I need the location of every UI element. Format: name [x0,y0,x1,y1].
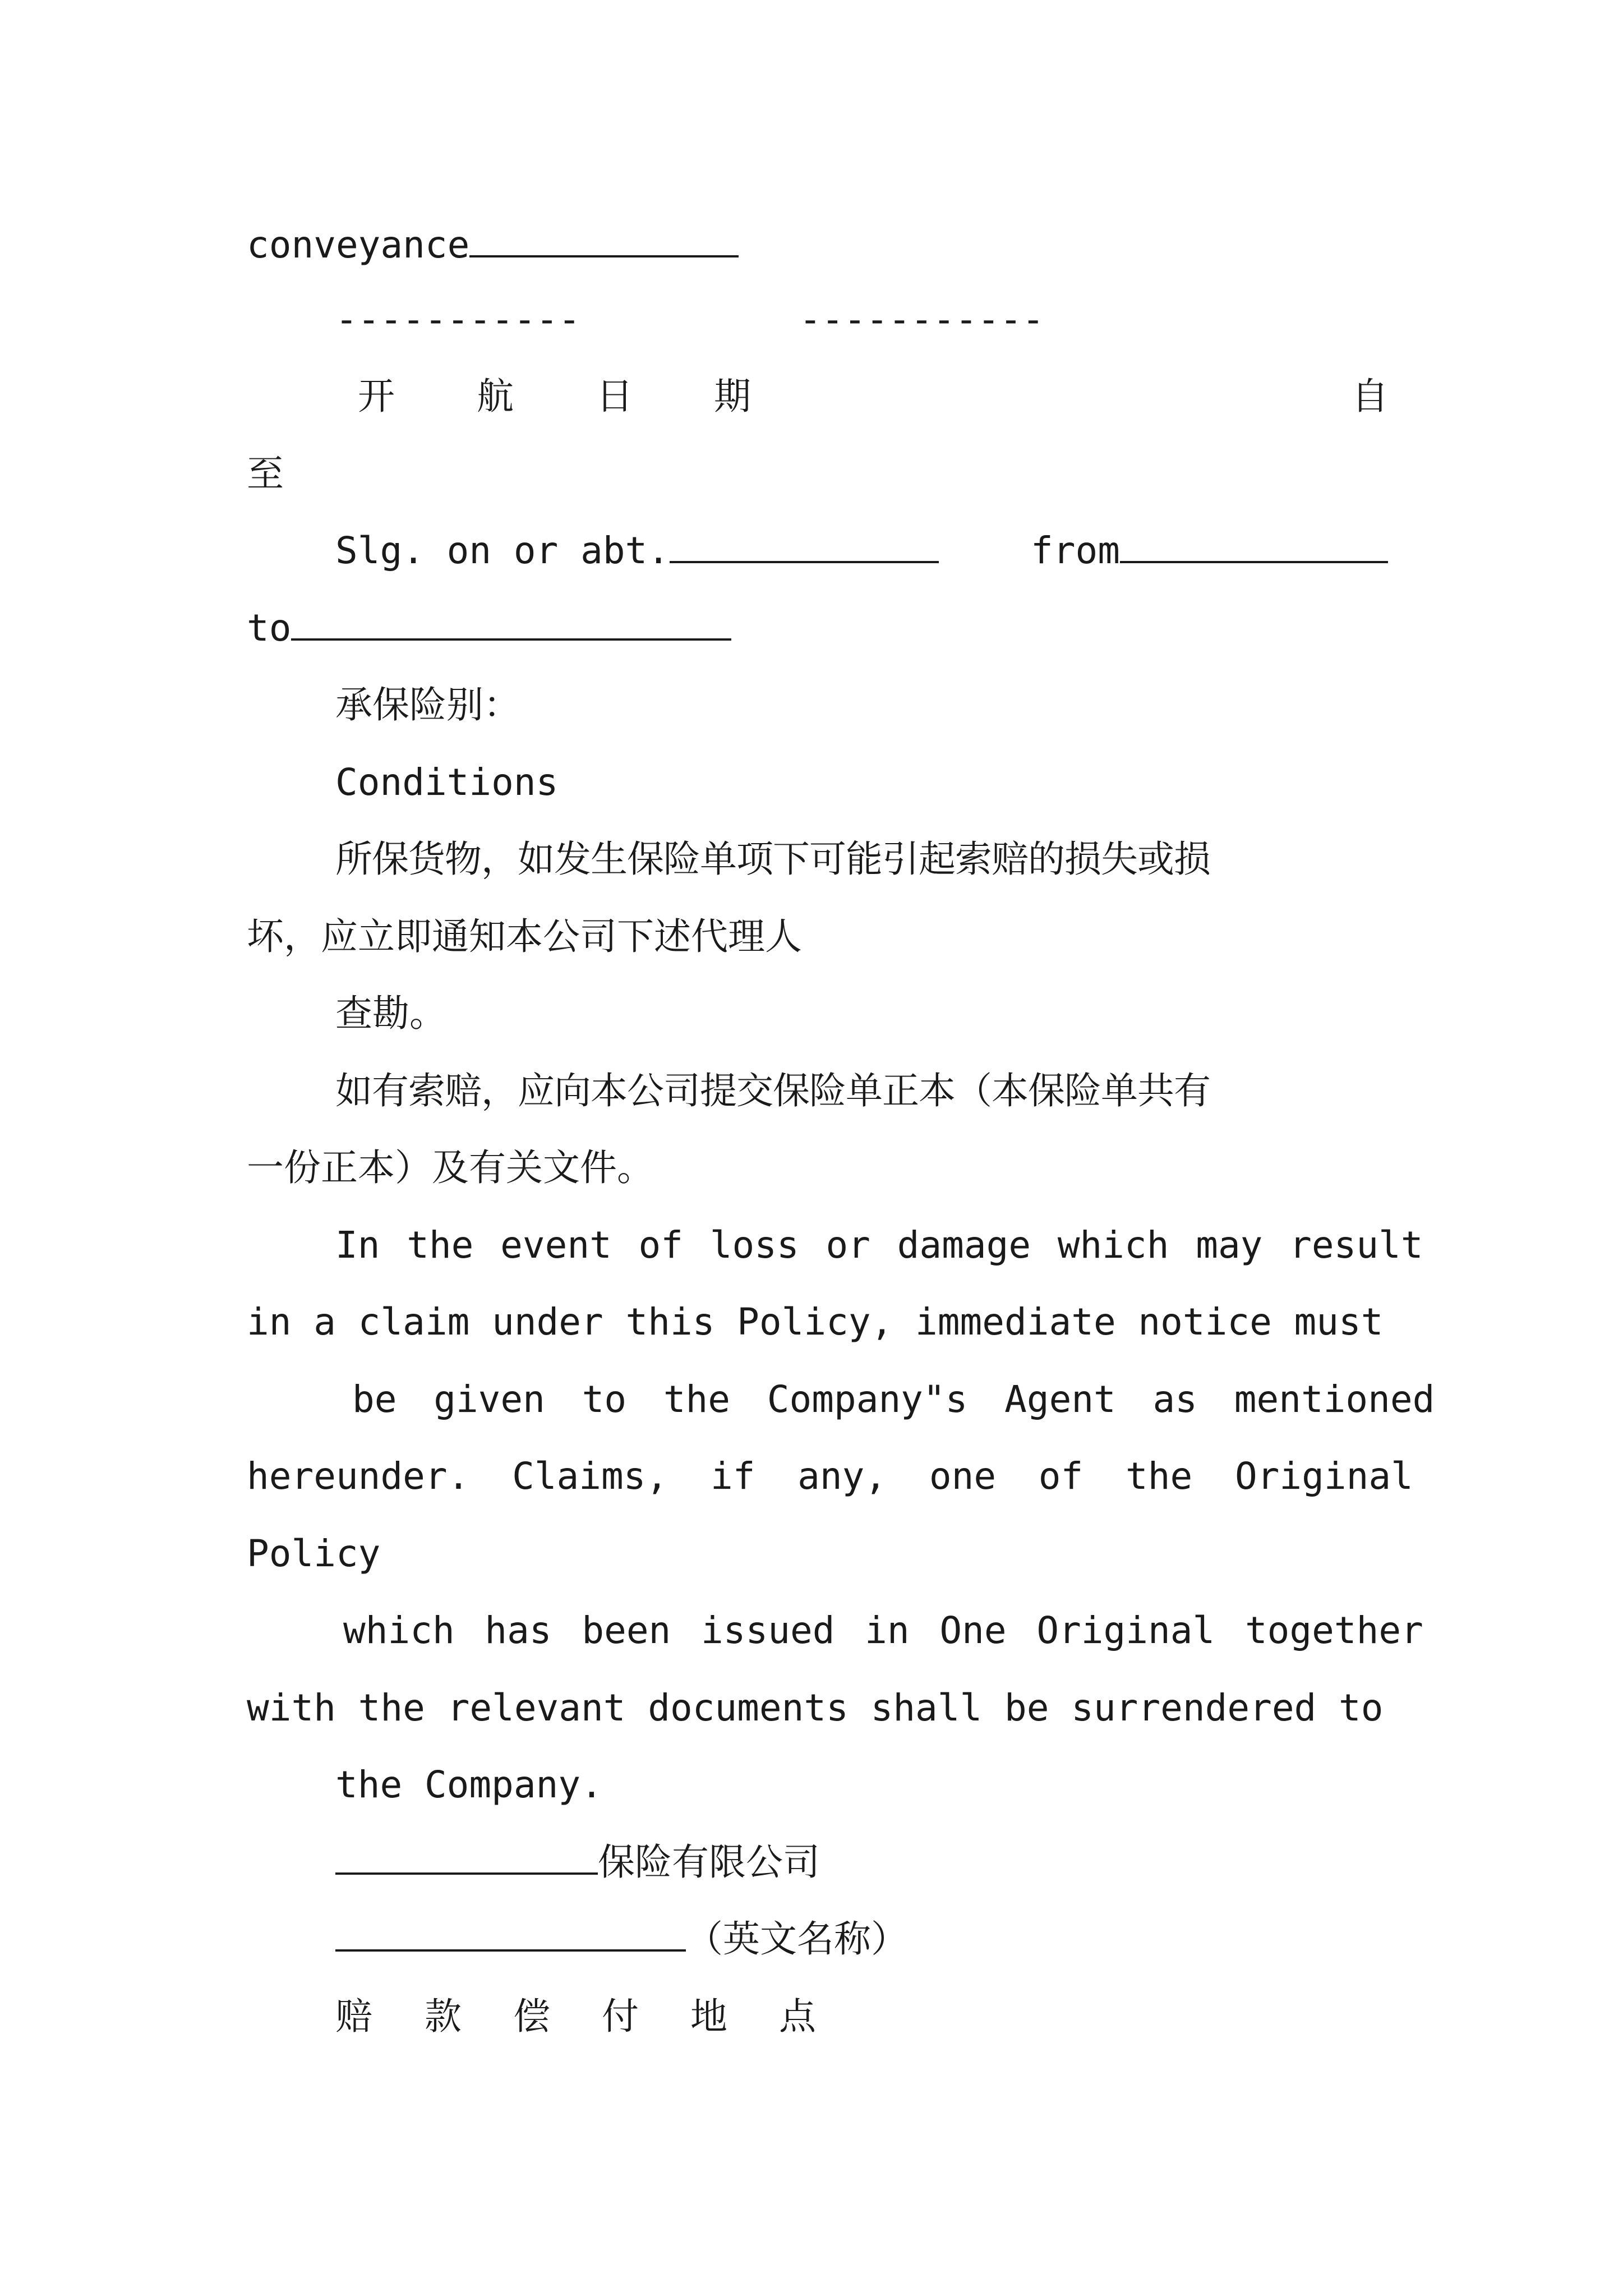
sailing-en-to-label: to [247,606,292,650]
sailing-from-blank [1120,527,1388,563]
sailing-date-cn-char-2: 航 [477,375,514,418]
notice-en-line-4: hereunder. Claims, if any, one of the Original [247,1455,1413,1498]
company-cn-suffix: 保险有限公司 [598,1841,820,1884]
notice-en-line-5: Policy [247,1532,381,1575]
notice-en-line-8: the Company. [335,1763,603,1806]
company-en-blank [335,1916,686,1952]
claim-place-char-5: 地 [690,1995,727,2038]
sailing-en-date-label: Slg. on or abt. [335,529,670,572]
claim-place-char-3: 偿 [513,1995,550,2038]
conditions-en: Conditions [335,761,559,804]
dash-right: ----------- [799,298,1045,341]
claim-cn-line-2: 一份正本）及有关文件。 [247,1146,654,1189]
sailing-en-from-label: from [1031,529,1120,572]
sailing-en-to-line [247,603,731,654]
notice-cn-line-3: 查勘。 [335,992,446,1035]
notice-cn-line-1: 所保货物，如发生保险单项下可能引起索赔的损失或损 [335,838,1210,881]
notice-en-line-1: In the event of loss or damage which may result [335,1223,1423,1267]
claim-place-char-1: 赔 [335,1995,372,2038]
notice-en-line-2: in a claim under this Policy, immediate notice must [247,1300,1384,1343]
claim-cn-line-1: 如有索赔，应向本公司提交保险单正本（本保险单共有 [335,1069,1210,1112]
notice-en-line-6: which has been issued in One Original together [343,1609,1423,1652]
sailing-to-cn: 至 [247,452,284,495]
conveyance-line [247,220,739,270]
company-en-suffix: （英文名称） [686,1917,908,1961]
notice-cn-line-2: 坏，应立即通知本公司下述代理人 [247,915,802,958]
sailing-to-blank [291,605,731,641]
sailing-en-date-line [335,526,939,576]
sailing-date-cn-char-1: 开 [358,375,395,418]
sailing-from-cn: 自 [1352,375,1389,418]
dash-left: ----------- [335,298,581,341]
conveyance-blank [469,222,739,257]
sailing-en-from-line [1031,526,1388,576]
sailing-date-cn-char-4: 期 [714,375,751,418]
claim-place-char-4: 付 [602,1995,639,2038]
sailing-date-blank [670,527,939,563]
claim-place-char-2: 款 [425,1995,462,2038]
conveyance-label: conveyance [247,223,470,266]
claim-place-char-6: 点 [779,1995,816,2038]
company-cn-line [335,1837,820,1888]
conditions-cn: 承保险别： [335,683,520,726]
company-cn-blank [335,1839,598,1875]
sailing-date-cn-char-3: 日 [596,375,633,418]
company-en-line [335,1914,908,1964]
notice-en-line-3: be given to the Company"s Agent as mentioned [352,1378,1435,1421]
notice-en-line-7: with the relevant documents shall be surrendered to [247,1686,1384,1729]
